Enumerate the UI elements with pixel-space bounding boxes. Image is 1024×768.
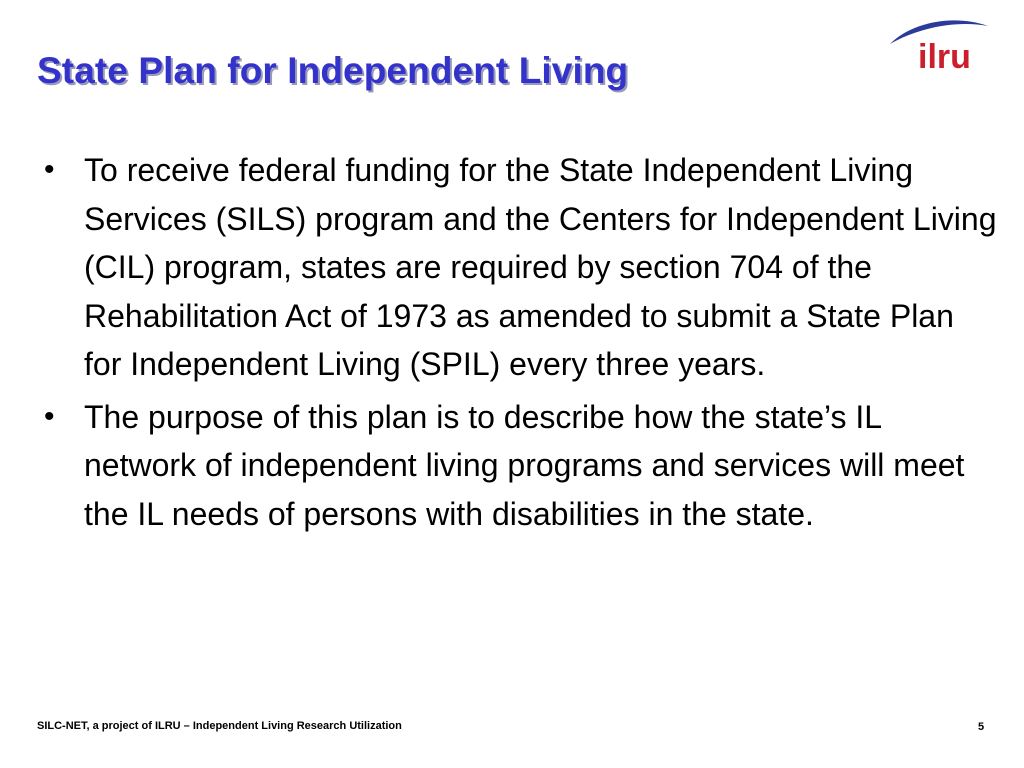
footer-text: SILC-NET, a project of ILRU – Independent Living Research Utilization (37, 720, 402, 732)
slide-title: State Plan for Independent Living (37, 50, 629, 91)
page-number: 5 (978, 721, 985, 733)
bullet-text: To receive federal funding for the State Independent Living Services (SILS) program and the Centers for Independent Living (CIL) program, states are required by section 704 of the Rehabilitation Act of 1973 as amended to submit a State Plan for Independent Living (SPIL) every three years. (84, 152, 997, 382)
bullet-dot: • (44, 153, 55, 186)
bullet-item (40, 393, 1000, 539)
bullet-text: The purpose of this plan is to describe how the state’s IL network of independent living programs and services will meet the IL needs of persons with disabilities in the state. (84, 398, 965, 532)
bullet-item (40, 146, 1000, 389)
bullet-list (40, 146, 1000, 538)
ilru-logo (884, 14, 994, 74)
bullet-dot: • (44, 399, 55, 433)
logo-text: ilru (918, 38, 971, 74)
